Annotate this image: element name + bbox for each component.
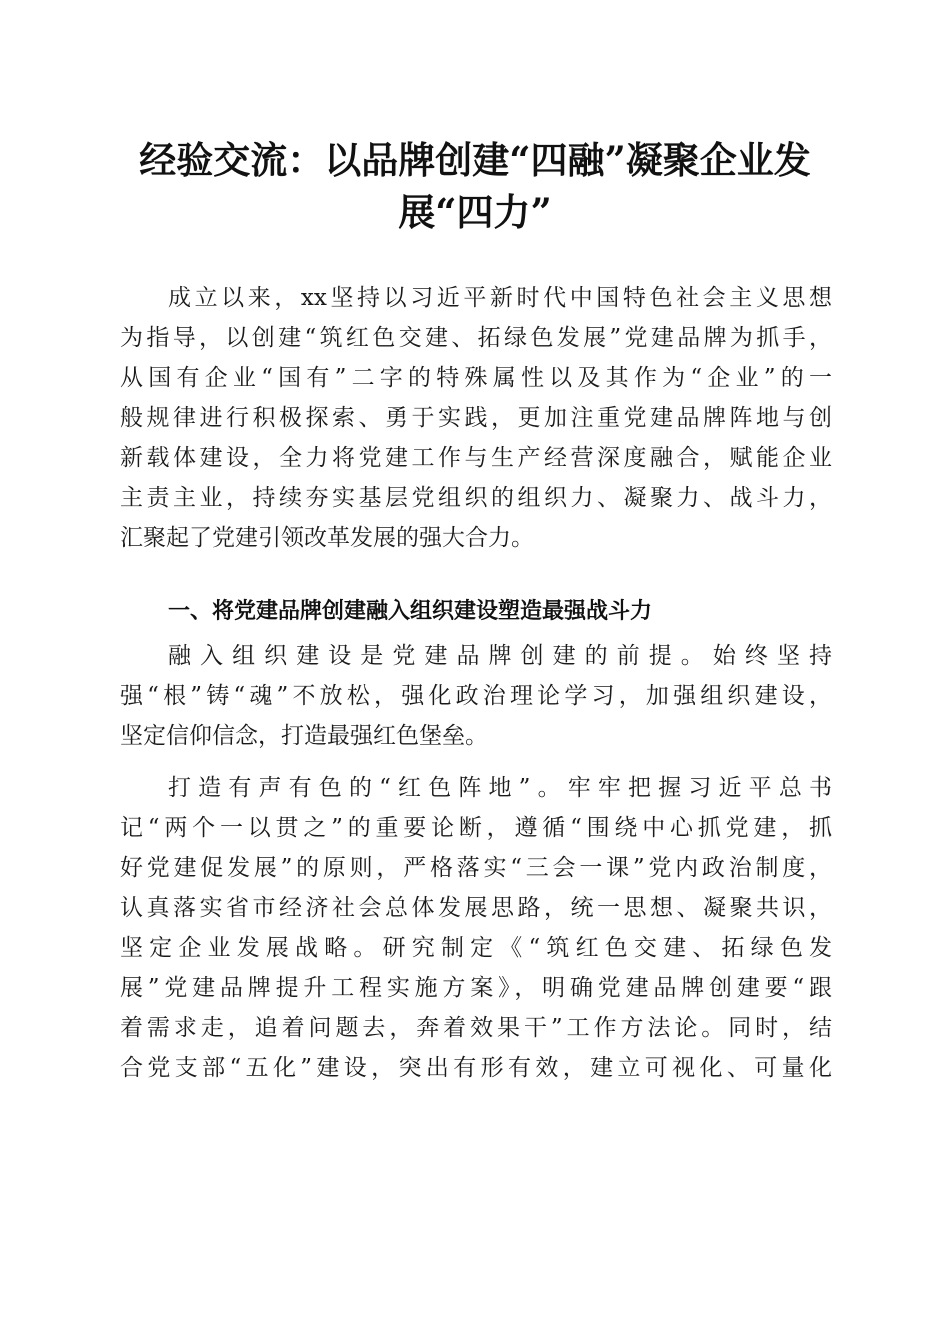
text-line: 汇聚起了党建引领改革发展的强大合力。	[120, 525, 534, 551]
text-line: 好党建促发展”的原则，严格落实“三会一课”党内政治制度，	[120, 855, 832, 881]
text-line: 强“根”铸“魂”不放松，强化政治理论学习，加强组织建设，	[120, 683, 832, 709]
text-line: 展”党建品牌提升工程实施方案》，明确党建品牌创建要“跟	[120, 975, 832, 1001]
text-line: 认真落实省市经济社会总体发展思路，统一思想、凝聚共识，	[120, 895, 832, 921]
text-line: 坚定信仰信念，打造最强红色堡垒。	[120, 723, 488, 749]
text-line: 记“两个一以贯之”的重要论断，遵循“围绕中心抓党建，抓	[120, 815, 832, 841]
text-line: 融入组织建设是党建品牌创建的前提。始终坚持	[168, 643, 832, 669]
page-title	[100, 134, 850, 238]
text-line: 打造有声有色的“红色阵地”。牢牢把握习近平总书	[168, 775, 832, 801]
text-line: 新载体建设，全力将党建工作与生产经营深度融合，赋能企业	[120, 445, 832, 471]
section-paragraph-2	[120, 768, 832, 1088]
text-line: 主责主业，持续夯实基层党组织的组织力、凝聚力、战斗力，	[120, 485, 832, 511]
section-paragraph-1	[120, 636, 832, 756]
text-line: 坚定企业发展战略。研究制定《“筑红色交建、拓绿色发	[120, 935, 832, 961]
text-line: 合党支部“五化”建设，突出有形有效，建立可视化、可量化	[120, 1055, 832, 1081]
title-line-2: 展“四力”	[398, 190, 552, 234]
text-line: 从国有企业“国有”二字的特殊属性以及其作为“企业”的一	[120, 365, 832, 391]
text-line: 成立以来，xx坚持以习近平新时代中国特色社会主义思想	[168, 285, 832, 311]
intro-paragraph	[120, 278, 832, 558]
text-line: 为指导，以创建“筑红色交建、拓绿色发展”党建品牌为抓手，	[120, 325, 832, 351]
text-line: 般规律进行积极探索、勇于实践，更加注重党建品牌阵地与创	[120, 405, 832, 431]
title-line-1: 经验交流：以品牌创建“四融”凝聚企业发	[139, 138, 811, 182]
text-line: 着需求走，追着问题去，奔着效果干”工作方法论。同时，结	[120, 1015, 832, 1041]
section-heading: 一、将党建品牌创建融入组织建设塑造最强战斗力	[168, 599, 653, 624]
